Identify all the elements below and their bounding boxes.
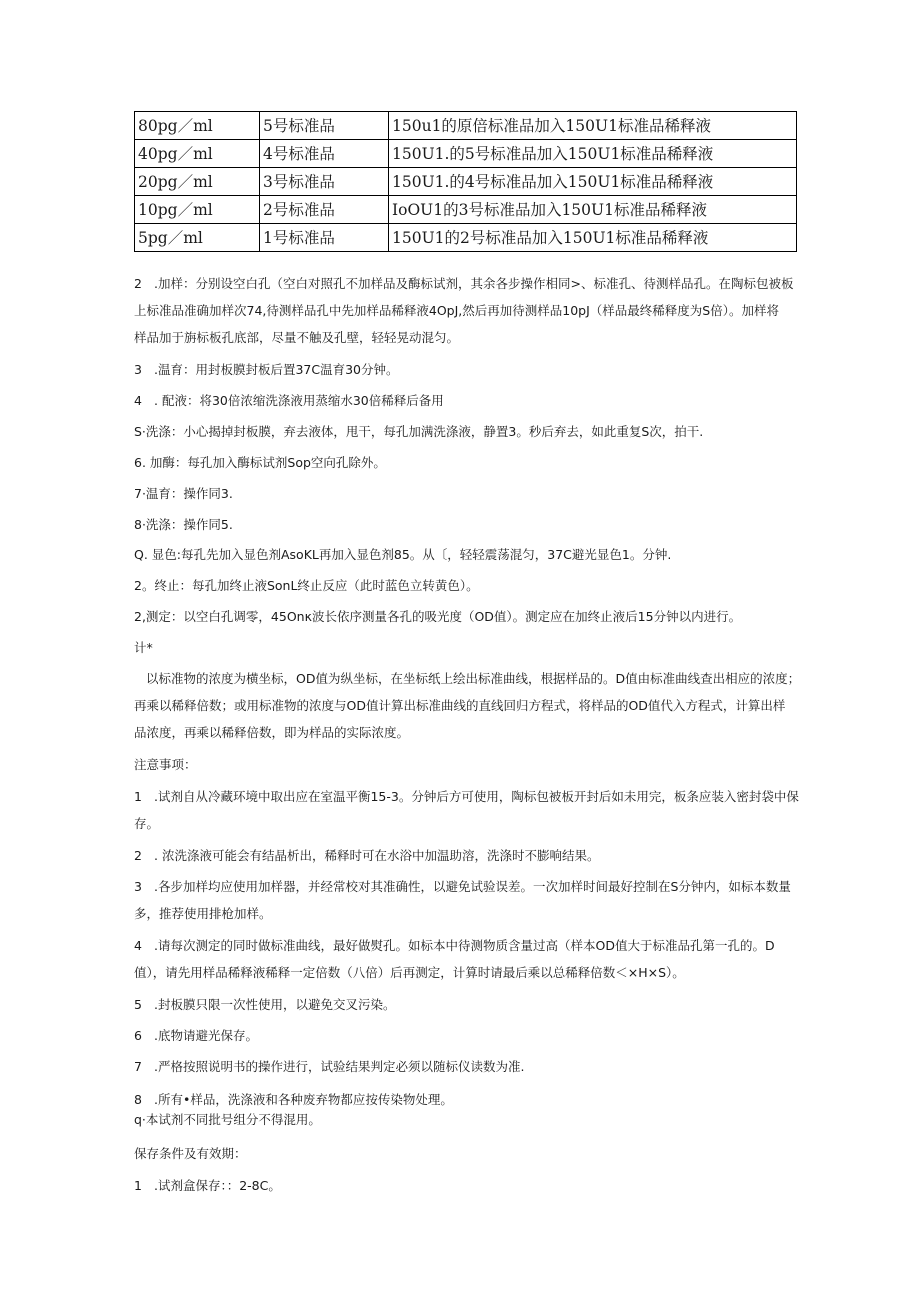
note-text: .请每次测定的同时做标准曲线，最好做熨孔。如标本中待测物质含量过高（样本OD值大于标准品孔第一孔的。D	[154, 938, 775, 953]
note-2	[134, 848, 599, 864]
step-6: 6. 加酶：每孔加入酶标试剂Sop空向孔除外。	[134, 455, 386, 470]
step-text: .加样：分别设空白孔（空白对照孔不加样品及酶标试剂，其余各步操作相同>、标准孔、待测样品孔。在陶标包被板	[154, 276, 794, 291]
step-number: 2	[134, 276, 142, 291]
method-cell: 150u1的原倍标准品加入150U1标准品稀释液	[389, 112, 797, 140]
step-2-line-3: 样品加于旃标板孔底部，尽量不触及孔壁，轻轻晃动混匀。	[134, 330, 460, 345]
method-cell: IoOU1的3号标准品加入150U1标准品稀释液	[389, 196, 797, 224]
calc-heading: 计*	[134, 640, 153, 655]
table-row	[135, 112, 797, 140]
note-4-line-1	[134, 938, 775, 954]
step-text: .温育：用封板膜封板后置37C温育30分钟。	[154, 362, 399, 377]
concentration-cell: 80pg／ml	[135, 112, 260, 140]
standard-cell: 3号标准品	[260, 168, 389, 196]
note-text: .试剂自从冷藏环境中取出应在室温平衡15-3。分钟后方可使用，陶标包被板开封后如未用完，板条应装入密封袋中保	[154, 789, 799, 804]
calc-line-1: 以标准物的浓度为横坐标，OD值为纵坐标，在坐标纸上绘出标准曲线，根据样品的。D值由标准曲线查出相应的浓度；	[146, 671, 801, 686]
standard-cell: 5号标准品	[260, 112, 389, 140]
note-number: 4	[134, 938, 142, 953]
step-3	[134, 362, 399, 378]
step-number: 4	[134, 393, 142, 408]
step-10: 2。终止：每孔加终止液SonL终止反应（此时蓝色立转黄色）。	[134, 578, 479, 593]
step-text: . 配液：将30倍浓缩洗涤液用蒸缩水30倍稀释后备用	[154, 393, 444, 408]
notes-heading: 注意事项：	[134, 757, 197, 772]
note-text: .底物请避光保存。	[154, 1028, 258, 1043]
note-8	[134, 1092, 453, 1108]
step-11: 2,测定：以空白孔调零，45Onκ波长依序测量各孔的吸光度（OD值）。测定应在加终止液后15分钟以内进行。	[134, 609, 742, 624]
table-row	[135, 140, 797, 168]
note-number: 2	[134, 848, 142, 863]
note-text: .严格按照说明书的操作进行，试验结果判定必须以随标仪读数为准.	[154, 1059, 525, 1074]
note-text: .各步加样均应使用加样器，并经常校对其准确性，以避免试验误差。一次加样时间最好控制在S分钟内，如标本数量	[154, 879, 791, 894]
storage-number: 1	[134, 1178, 142, 1193]
note-3-line-1	[134, 879, 791, 895]
standard-cell: 4号标准品	[260, 140, 389, 168]
storage-item-1	[134, 1178, 281, 1194]
method-cell: 150U1.的4号标准品加入150U1标准品稀释液	[389, 168, 797, 196]
note-9: q·本试剂不同批号组分不得混用。	[134, 1112, 321, 1127]
note-number: 3	[134, 879, 142, 894]
concentration-cell: 10pg／ml	[135, 196, 260, 224]
note-4-line-2: 值），请先用样品稀释液稀释一定倍数（八倍）后再测定，计算时请最后乘以总稀释倍数＜×H×S）。	[134, 965, 685, 980]
note-text: .封板膜只限一次性使用，以避免交叉污染。	[154, 997, 396, 1012]
note-number: 5	[134, 997, 142, 1012]
step-8: 8·洗涤：操作同5.	[134, 517, 233, 532]
step-2-line-2: 上标准品准确加样次74,待测样品孔中先加样品稀释液4OpJ,然后再加待测样品10pJ（样品最终稀释度为S倍）。加样将	[134, 303, 779, 318]
note-number: 6	[134, 1028, 142, 1043]
method-cell: 150U1的2号标准品加入150U1标准品稀释液	[389, 224, 797, 252]
step-4	[134, 393, 444, 409]
standard-cell: 1号标准品	[260, 224, 389, 252]
storage-heading: 保存条件及有效期：	[134, 1146, 247, 1161]
standards-dilution-table	[134, 111, 797, 252]
table-row	[135, 168, 797, 196]
step-7: 7·温育：操作同3.	[134, 486, 233, 501]
note-5	[134, 997, 395, 1013]
concentration-cell: 5pg／ml	[135, 224, 260, 252]
note-number: 8	[134, 1092, 142, 1107]
note-6	[134, 1028, 258, 1044]
note-number: 1	[134, 789, 142, 804]
concentration-cell: 20pg／ml	[135, 168, 260, 196]
note-number: 7	[134, 1059, 142, 1074]
table-row	[135, 224, 797, 252]
step-2-line-1	[134, 276, 793, 292]
table-row	[135, 196, 797, 224]
note-3-line-2: 多，推荐使用排枪加样。	[134, 906, 272, 921]
step-5: S·洗涤：小心揭掉封板膜，弃去液体，甩干，每孔加满洗涤液，静置3。秒后弃去，如此重复S次，拍干.	[134, 424, 704, 439]
calc-line-3: 品浓度，再乘以稀释倍数，即为样品的实际浓度。	[134, 725, 410, 740]
standard-cell: 2号标准品	[260, 196, 389, 224]
note-1-line-2: 存。	[134, 816, 160, 831]
step-number: 3	[134, 362, 142, 377]
storage-text: .试剂盒保存：：2-8C。	[154, 1178, 281, 1193]
note-7	[134, 1059, 524, 1075]
note-text: .所有•样品，洗涤液和各种废弃物都应按传染物处理。	[154, 1092, 453, 1107]
note-1-line-1	[134, 789, 799, 805]
note-text: . 浓洗涤液可能会有结晶析出，稀释时可在水浴中加温助溶，洗涤时不膨响结果。	[154, 848, 600, 863]
step-9: Q. 显色:每孔先加入显色剂AsoKL再加入显色剂85。从〔，轻轻震荡混匀，37C避光显色1。分钟.	[134, 547, 672, 562]
concentration-cell: 40pg／ml	[135, 140, 260, 168]
calc-line-2: 再乘以稀释倍数；或用标准物的浓度与OD值计算出标准曲线的直线回归方程式，将样品的OD值代入方程式，计算出样	[134, 698, 786, 713]
method-cell: 150U1.的5号标准品加入150U1标准品稀释液	[389, 140, 797, 168]
